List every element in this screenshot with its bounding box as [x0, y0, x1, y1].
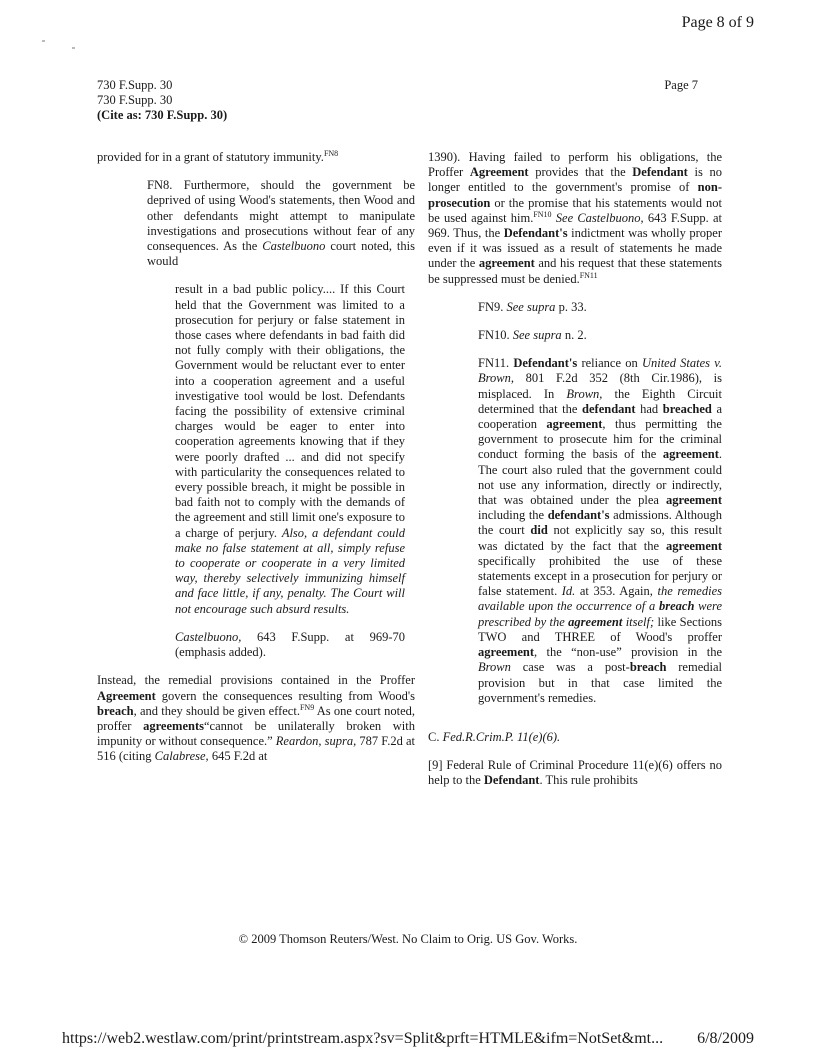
page-number: Page 7 [664, 78, 698, 92]
body-paragraph: Instead, the remedial provisions contained in the Proffer Agreement govern the consequences resulting from Wood's breach, and they should be given effect.$^{FN9}$ As one court noted, proffer agreements“cannot be unilaterally broken with impunity or without consequence.” Reardon, supra, 787 F.2d at 516 (citing Calabrese, 645 F.2d at [97, 673, 415, 764]
footnote-ref[interactable]: FN11 [579, 270, 598, 280]
quote-citation: Castelbuono, 643 F.Supp. at 969-70 (emphasis added). [175, 629, 405, 660]
block-quote: result in a bad public policy.... If this Court held that the Government was limited to a prosecution for perjury or false statement in those cases where defendants in bad faith did not fully comply with their obligations, the Government would be reluctant ever to enter into a cooperation agreement and a useful investigative tool would be lost. Defendants facing the possibility of extensive criminal charges would be eager to enter into cooperation agreements knowing that if they were poorly drafted ... and did not specify with particularity the consequences related to every possible breach, it might be possible in bad faith not to comply with the demands of the agreement and still limit one's exposure to a charge of perjury. Also, a defendant could make no false statement at all, simply refuse to cooperate or cooperate in a very limited way, thereby selectively immunizing himself and face little, if any, penalty. The Court will not encourage such absurd results. [175, 282, 405, 616]
copyright-notice: © 2009 Thomson Reuters/West. No Claim to Orig. US Gov. Works. [238, 932, 578, 946]
citation-block [97, 78, 227, 123]
footnote-ref[interactable]: FN10 [533, 209, 552, 219]
footnote-fn9: FN9. See supra p. 33. [478, 299, 587, 314]
scan-mark [42, 40, 45, 42]
footnote-ref[interactable]: FN9 [299, 702, 315, 712]
footnote-fn8: FN8. Furthermore, should the government be deprived of using Wood's statements, then Wood and other defendants might attempt to manipulate investigations and prosecutions without fear of any consequences. As the Castelbuono court noted, this would [147, 178, 415, 269]
citation-line: 730 F.Supp. 30 [97, 93, 173, 107]
scan-mark [72, 47, 75, 49]
body-paragraph: provided for in a grant of statutory immunity.$^{FN8}$ [97, 148, 339, 164]
right-column [428, 150, 722, 789]
footnote-ref[interactable]: FN8 [323, 148, 339, 158]
section-heading: C. Fed.R.Crim.P. 11(e)(6). [428, 729, 561, 744]
body-paragraph: 1390). Having failed to perform his obligations, the Proffer Agreement provides that the Defendant is no longer entitled to the government's promise of non-prosecution or the promise that his statements would not be used against him.$^{FN10}$ See Castelbuono, 643 F.Supp. at 969. Thus, the Defendant's indictment was wholly proper even if it was issued as a result of statements he made under the agreement and his request that these statements be suppressed must be denied.$^{FN11}$ [428, 150, 723, 286]
cite-as: (Cite as: 730 F.Supp. 30) [97, 108, 228, 122]
print-date: 6/8/2009 [697, 1030, 754, 1047]
left-column [97, 150, 415, 765]
print-url: https://web2.westlaw.com/print/printstream.aspx?sv=Split&prft=HTMLE&ifm=NotSet&mt... [62, 1030, 664, 1047]
footnote-fn11: FN11. Defendant's reliance on United States v. Brown, 801 F.2d 352 (8th Cir.1986), is misplaced. In Brown, the Eighth Circuit determined that the defendant had breached a cooperation agreement, thus permitting the government to prosecute him for the criminal conduct forming the basis of the agreement. The court also ruled that the government could not use any information, directly or indirectly, that was obtained under the plea agreement including the defendant's admissions. Although the court did not explicitly say so, this result was dictated by the fact that the agreement specifically prohibited the use of these statements except in a prosecution for perjury or false statement. Id. at 353. Again, the remedies available upon the occurrence of a breach were prescribed by the agreement itself; like Sections TWO and THREE of Wood's proffer agreement, the “non-use” provision in the Brown case was a post-breach remedial provision but in that case limited the government's remedies. [478, 356, 723, 705]
footnote-fn10: FN10. See supra n. 2. [478, 328, 587, 343]
citation-line: 730 F.Supp. 30 [97, 78, 173, 92]
page-of-indicator: Page 8 of 9 [681, 14, 754, 31]
body-paragraph: [9] Federal Rule of Criminal Procedure 11(e)(6) offers no help to the Defendant. This rule prohibits [428, 758, 722, 788]
